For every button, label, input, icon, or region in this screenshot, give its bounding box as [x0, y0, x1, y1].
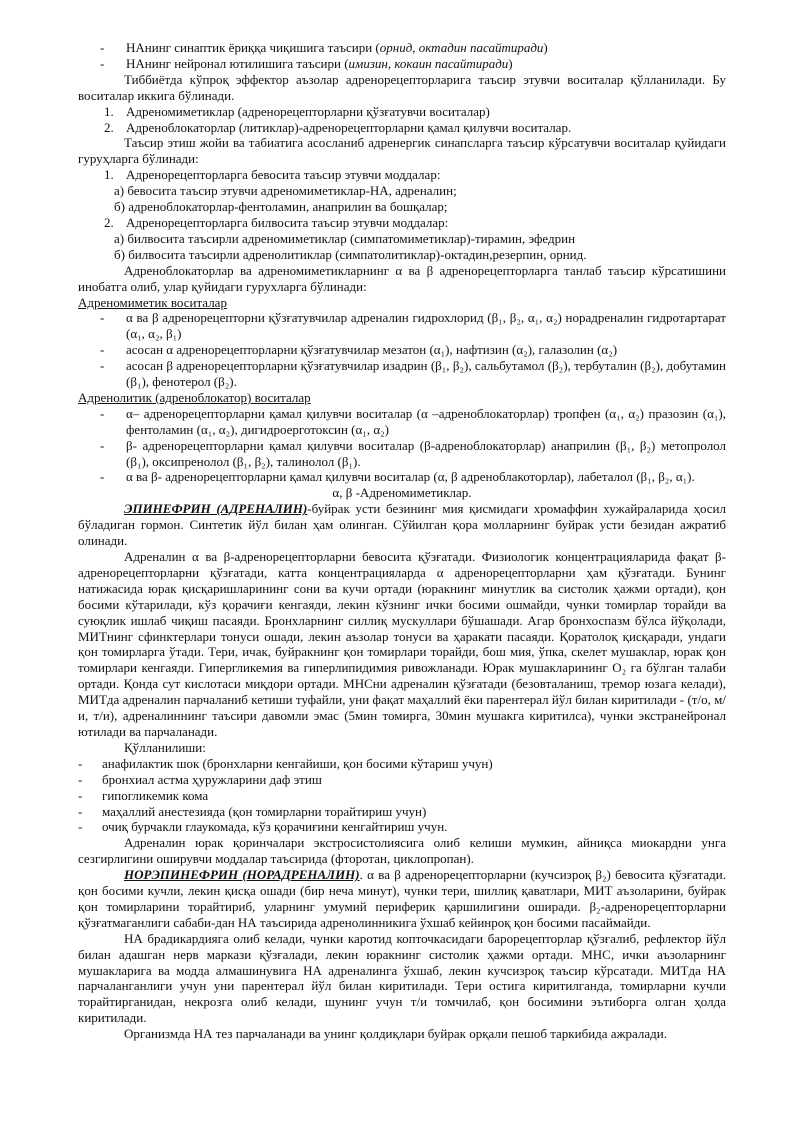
list-item: 2. Адренорецепторларга билвосита таъсир этувчи моддалар: — [104, 214, 449, 230]
paragraph: Адреналин юрак қоринчалари экстросистолиясига олиб келиши мумкин, айниқса миокардни унга сезгирлигини оширувчи моддалар таъсирида (фторотан, циклопропан). — [78, 835, 726, 867]
section-heading: Адренолитик (адреноблокатор) воситалар — [78, 389, 311, 405]
list-item: - α– адренорецепторларни қамал қилувчи воситалар (α –адреноблокаторлар) тропфен (α₁, α₂) празозин (α₁), фентоламин (α₁, α₂), дигидроерготоксин (α₁, α₂) — [100, 405, 726, 437]
list-item: - α ва β- адренорецепторларни қамал қилувчи воситалар (α, β адреноблакоторлар), лабеталол (β₁, β₂, α₁). — [100, 469, 695, 485]
sub-item: а) билвосита таъсирли адреномиметиклар (симпатомиметиклар)-тирамин, эфедрин — [114, 230, 576, 246]
section-heading: Адреномиметик воситалар — [78, 294, 227, 310]
paragraph: Адреноблокаторлар ва адреномиметикларнинг α ва β адренорецепторларга танлаб таъсир кўрсатишини инобатга олиб, улар қуйидаги гурухларга бўлинади: — [78, 262, 726, 294]
list-marker: 2. — [104, 214, 114, 230]
list-item: - очиқ бурчакли глаукомада, кўз қорачиғини кенгайтириш учун. — [78, 819, 448, 835]
paragraph: Адреналин α ва β-адренорецепторларни бевосита қўзғатади. Физиологик концентрацияларида фақат β-адренорецепторларни қўзғатади, катта концентрацияларда α адренорецепторларни ҳам қўзғатади. Бунинг натижасида юрак қисқаришларининг сони ва кучи ортади (юракнинг минутлик ва систолик ҳажми ортади), қон босими кўтарилади, кўз қорачиғи кенгаяди, лекин кўзнинг ички босими ошмайди, чунки томирлар торайди ва суюқлик ишлаб чиқиш пасаяди. Бронхларнинг силлиқ мускуллари бўшашади. Агар бронхоспазм бўлса йўқолади, МИТнинг сфинктерлари тонуси ошади, лекин аъзолар тонуси ва ҳаракати пасаяди. Қоратолоқ қисқаради, ундаги қон томирларга ўтади. Тери, ичак, буйракнинг қон томирлари торайди, бош мия, ўпка, скелет мушаклар, юрак қон томирлари кенгаяди. Гипергликемия ва гиперлипидимия ривожланади. Юрак мушакларининг O₂ га бўлган талаби ортади. Қонда сут кислотаси миқдори ортади. МНСни адреналин қўзғатади (безовталаниш, тремор юзага келади), МИТда адреналин парчаланиб кетиши туфайли, уни фақат маҳаллий ёки парентерал йўл билан киритилади - (т/о, м/и, т/и), адреналиннинг таъсири давомли эмас (5мин томирга, 30мин мушакга киритилса), чунки экстранейронал ютилади ва парчаланади. — [78, 549, 726, 739]
list-item: - β- адренорецепторларни қамал қилувчи воситалар (β-адреноблокаторлар) анаприлин (β₁, β₂) метопролол (β₁), оксипренолол (β₁, β₂), талинолол (β₁). — [100, 437, 726, 469]
list-marker: - — [100, 55, 105, 71]
list-marker: - — [100, 405, 105, 421]
sub-item: б) адреноблокаторлар-фентоламин, анаприлин ва бошқалар; — [114, 199, 448, 215]
list-marker: - — [78, 819, 83, 835]
list-marker: - — [100, 437, 105, 453]
paragraph: НА брадикардияга олиб келади, чунки каротид копточкасидаги барорецепторлар қўзғалиб, рефлектор йўл билан адашган нерв маркази қўзғалади, лекин юракнинг систолик ҳажми ортади. МНС, ички аъзоларнинг мушакларига ва модда алмашинувига НА адреналинга ўхшаб, лекин кучсизроқ таъсир кўрсатади. МИТда НА парчаланганлиги учун уни парентерал йўл билан киритилади. Тери остига киритилганда, томирларни кучли торайтирганидан, некрозга олиб келади, шунинг учун т/и томчилаб, қон босимини эътиборга олган ҳолда киритилади. — [78, 930, 726, 1026]
paragraph: Таъсир этиш жойи ва табиатига асосланиб адренергик синапсларга таъсир кўрсатувчи воситалар қуйидаги гуруҳларга бўлинади: — [78, 135, 726, 167]
term-title: НОРЭПИНЕФРИН (НОРАДРЕНАЛИН) — [124, 867, 360, 883]
paragraph: ЭПИНЕФРИН (АДРЕНАЛИН)-буйрак усти безининг мия қисмидаги хромаффин хужайраларида ҳосил бўладиган гормон. Синтетик йўл билан ҳам олинган. Сўйилган қора молларнинг буйрак усти безидан ажратиб олинади. — [78, 501, 726, 549]
paragraph: Тиббиётда кўпроқ эффектор аъзолар адренорецепторларига таъсир этувчи воситалар қўлланилади. Бу воситалар иккига бўлинади. — [78, 71, 726, 103]
list-marker: - — [78, 787, 83, 803]
list-item: 1. Адреномиметиклар (адренорецепторларни қўзғатувчи воситалар) — [104, 103, 490, 119]
sub-item: а) бевосита таъсир этувчи адреномиметиклар-НА, адреналин; — [114, 183, 457, 199]
list-marker: 2. — [104, 119, 114, 135]
list-item: - гипогликемик кома — [78, 787, 209, 803]
list-item: - НАнинг синаптик ёриққа чиқишига таъсири (орнид, октадин пасайтиради) — [100, 40, 548, 55]
list-marker: - — [100, 40, 105, 55]
list-marker: 1. — [104, 167, 114, 183]
list-item: - асосан α адренорецепторларни қўзғатувчилар мезатон (α₁), нафтизин (α₂), галазолин (α₂) — [100, 342, 618, 358]
list-marker: - — [100, 358, 105, 374]
term-title: ЭПИНЕФРИН (АДРЕНАЛИН) — [124, 501, 308, 517]
list-marker: - — [78, 803, 83, 819]
list-item: 1. Адренорецепторларга бевосита таъсир этувчи моддалар: — [104, 167, 441, 183]
list-item: - маҳаллий анестезияда (қон томирларни торайтириш учун) — [78, 803, 427, 819]
list-marker: - — [100, 469, 105, 485]
sub-item: б) билвосита таъсирли адренолитиклар (симпатолитиклар)-октадин,резерпин, орнид. — [114, 246, 587, 262]
list-item: - НАнинг нейронал ютилишига таъсири (имизин, кокаин пасайтиради) — [100, 55, 513, 71]
centered-subtitle: α, β -Адреномиметиклар. — [332, 485, 472, 501]
paragraph: НОРЭПИНЕФРИН (НОРАДРЕНАЛИН). α ва β адренорецепторларни (кучсизроқ β₂) бевосита қўзғатади. қон босими кучли, лекин қисқа ошади (бир неча минут), чунки тери, шиллиқ қаватлари, МИТ аъзоларини, буйрак қон томирларини торайтириб, уларнинг умумий периферик қаршилигини оширади. β₂-адренорецепторларни қўзғатмаганлиги сабаби-дан НА таъсирида адренолинникига ўхшаб кейинроқ қон босими пасаймайди. — [78, 867, 726, 930]
list-item: - α ва β адренорецепторни қўзғатувчилар адреналин гидрохлорид (β₁, β₂, α₁, α₂) норадреналин гидротартарат (α₁, α₂, β₁) — [100, 310, 726, 342]
list-item: - бронхиал астма ҳуружларини даф этиш — [78, 771, 322, 787]
usage-heading: Қўлланилиши: — [124, 739, 206, 755]
list-marker: - — [78, 771, 83, 787]
paragraph: Организмда НА тез парчаланади ва унинг қолдиқлари буйрак орқали пешоб таркибида ажралади. — [124, 1026, 668, 1042]
list-marker: 1. — [104, 103, 114, 119]
document-page — [78, 40, 726, 1042]
list-marker: - — [100, 310, 105, 326]
list-marker: - — [78, 755, 83, 771]
list-item: 2. Адреноблокаторлар (литиклар)-адренорецепторларни қамал қилувчи воситалар. — [104, 119, 572, 135]
list-marker: - — [100, 342, 105, 358]
list-item: - асосан β адренорецепторларни қўзғатувчилар изадрин (β₁, β₂), сальбутамол (β₂), тербуталин (β₂), добутамин (β₁), фенотерол (β₂). — [100, 358, 726, 390]
list-item: - анафилактик шок (бронхларни кенгайиши, қон босими кўтариш учун) — [78, 755, 493, 771]
